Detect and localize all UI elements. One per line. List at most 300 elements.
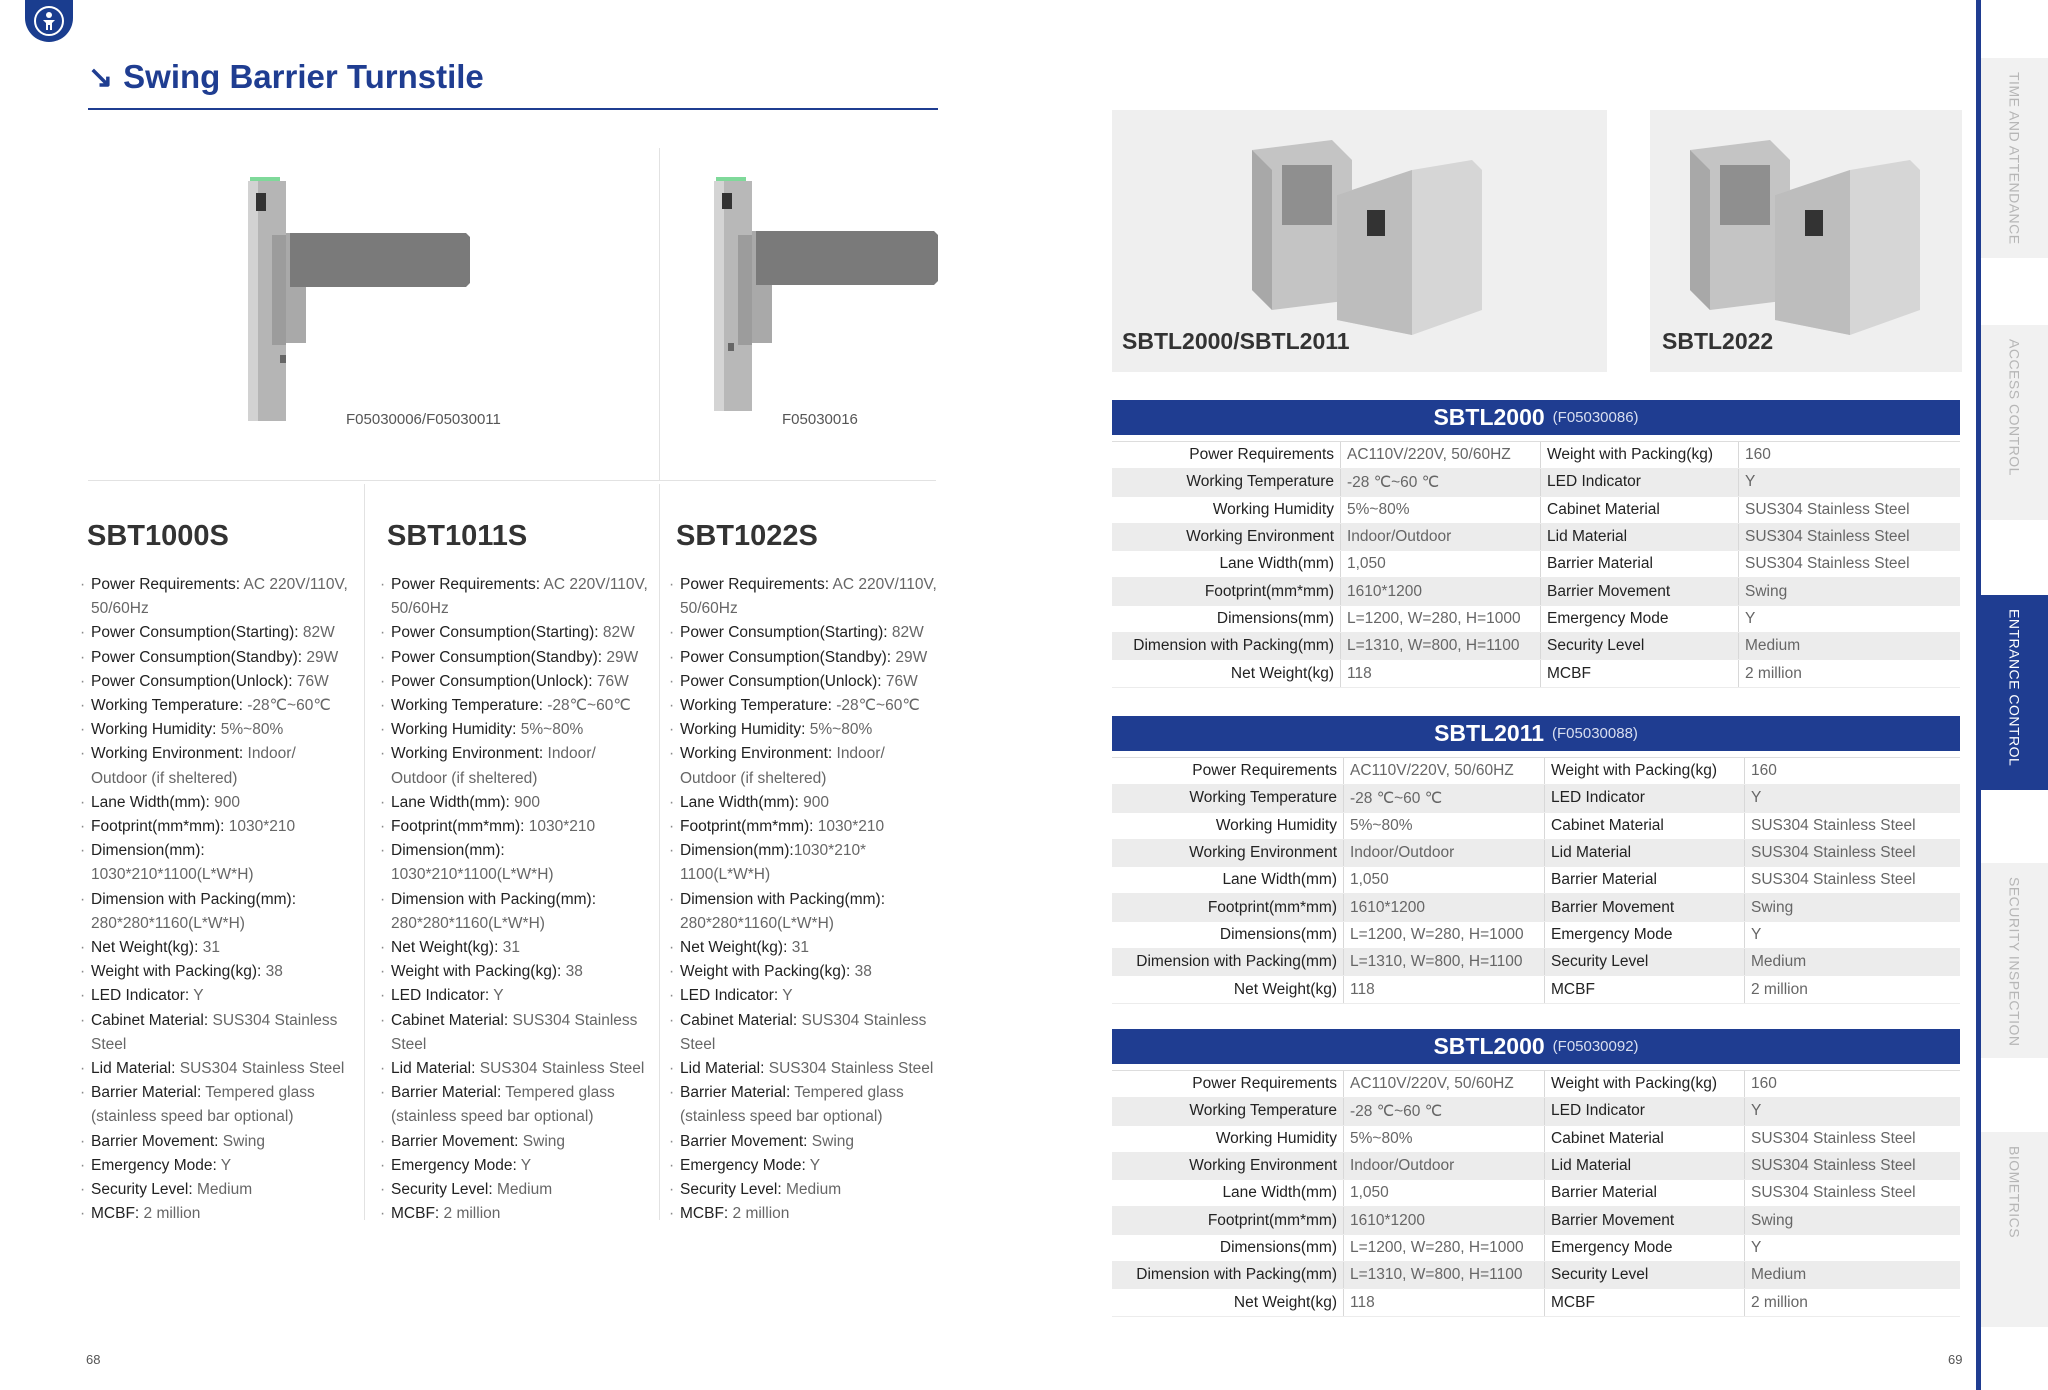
- spec-item: [669, 1178, 941, 1202]
- spec-key: Power Requirements:: [91, 576, 241, 593]
- table-key-cell: Working Temperature: [1112, 1098, 1344, 1124]
- spec-key: Lid Material:: [91, 1060, 176, 1078]
- table-row: [1112, 1262, 1960, 1289]
- table-value-cell: Y: [1751, 1238, 1762, 1256]
- table-value-cell: Medium: [1751, 953, 1807, 971]
- spec-value: 29W: [602, 648, 639, 666]
- table-row: [1112, 1126, 1960, 1153]
- table-value-cell: L=1200, W=280, H=1000: [1344, 1235, 1545, 1261]
- spec-key: Net Weight(kg):: [391, 939, 499, 957]
- table-value-cell: L=1310, W=800, H=1100: [1344, 1262, 1545, 1288]
- spec-item: [80, 791, 352, 815]
- spec-value: SUS304 Stainless Steel: [475, 1060, 645, 1078]
- spec-key: Power Requirements:: [680, 576, 830, 593]
- spec-key: Weight with Packing(kg):: [91, 963, 262, 981]
- spec-value: 76W: [881, 672, 918, 690]
- spec-value: Swing: [518, 1132, 566, 1150]
- spec-item: [380, 1178, 652, 1202]
- spec-item: [80, 960, 352, 984]
- spec-item: [380, 694, 652, 718]
- page-number-right: 69: [1948, 1352, 1963, 1367]
- spec-item: [669, 718, 941, 742]
- spec-key: Barrier Material:: [391, 1084, 502, 1102]
- table-value-cell: Indoor/Outdoor: [1341, 524, 1541, 550]
- table-key-cell: LED Indicator: [1545, 785, 1745, 811]
- table-row: [1112, 606, 1960, 633]
- spec-value: 280*280*1160(L*W*H): [391, 914, 545, 932]
- table-value-cell: SUS304 Stainless Steel: [1745, 500, 1910, 518]
- side-tab-time-attendance[interactable]: [1981, 58, 2048, 258]
- table-key-cell: Working Temperature: [1112, 785, 1344, 811]
- spec-item: [80, 1009, 352, 1057]
- spec-item: [669, 646, 941, 670]
- table-value-cell: L=1310, W=800, H=1100: [1341, 633, 1541, 659]
- table-model: SBTL2000: [1433, 1033, 1545, 1059]
- spec-value: 76W: [292, 672, 329, 690]
- spec-key: Footprint(mm*mm):: [391, 818, 525, 836]
- spec-value: SUS304 Stainless Steel: [764, 1060, 934, 1078]
- spec-key: Dimension(mm):: [680, 842, 794, 860]
- table-value-cell: Indoor/Outdoor: [1344, 1153, 1545, 1179]
- spec-value: Y: [778, 987, 793, 1005]
- spec-item: [669, 984, 941, 1008]
- table-value-cell: Indoor/Outdoor: [1344, 840, 1545, 866]
- table-key-cell: Barrier Material: [1545, 867, 1745, 893]
- table-row: [1112, 442, 1960, 469]
- spec-key: Power Consumption(Unlock):: [91, 672, 293, 690]
- spec-item: [669, 791, 941, 815]
- table-row: [1112, 813, 1960, 840]
- spec-item: [80, 936, 352, 960]
- spec-item: [80, 1154, 352, 1178]
- brand-logo-badge: [25, 0, 73, 42]
- table-row: [1112, 894, 1960, 921]
- spec-value: 1030*210: [813, 818, 885, 836]
- table-value-cell: SUS304 Stainless Steel: [1751, 816, 1916, 834]
- spec-key: Dimension with Packing(mm):: [680, 890, 885, 908]
- spec-key: Lid Material:: [391, 1060, 476, 1078]
- table-key-cell: Footprint(mm*mm): [1112, 894, 1344, 920]
- table-value-cell: AC110V/220V, 50/60HZ: [1344, 1071, 1545, 1097]
- table-key-cell: Barrier Material: [1545, 1180, 1745, 1206]
- spec-item: [380, 888, 652, 936]
- person-icon: [34, 6, 64, 36]
- spec-item: [380, 984, 652, 1008]
- spec-key: Working Environment:: [91, 745, 244, 763]
- page-title-text: Swing Barrier Turnstile: [123, 58, 484, 95]
- table-value-cell: 1,050: [1344, 1180, 1545, 1206]
- spec-value: 76W: [592, 672, 629, 690]
- table-value-cell: 1610*1200: [1341, 578, 1541, 604]
- spec-key: Power Consumption(Standby):: [680, 648, 892, 666]
- table-row: [1112, 524, 1960, 551]
- spec-item: [380, 1081, 652, 1129]
- spec-value: Swing: [807, 1132, 855, 1150]
- page-title: [88, 58, 484, 96]
- spec-value: Medium: [781, 1181, 842, 1199]
- table-value-cell: 1,050: [1341, 551, 1541, 577]
- spec-value: SUS304 Stainless Steel: [175, 1060, 345, 1078]
- table-key-cell: Lane Width(mm): [1112, 1180, 1344, 1206]
- spec-key: Power Consumption(Starting):: [680, 624, 888, 642]
- table-body: [1112, 1070, 1960, 1317]
- table-header: [1112, 716, 1960, 751]
- table-key-cell: Cabinet Material: [1545, 813, 1745, 839]
- product-code-2: F05030016: [782, 411, 858, 428]
- spec-value: 38: [261, 963, 283, 981]
- table-row: [1112, 976, 1960, 1003]
- table-key-cell: Working Temperature: [1112, 469, 1341, 495]
- spec-item: [80, 573, 352, 621]
- spec-item: [380, 839, 652, 887]
- spec-item: [80, 815, 352, 839]
- model-name-sbt1011s: SBT1011S: [387, 520, 528, 552]
- spec-item: [380, 791, 652, 815]
- table-key-cell: Dimension with Packing(mm): [1112, 949, 1344, 975]
- table-code: (F05030086): [1552, 409, 1639, 426]
- table-body: [1112, 441, 1960, 688]
- page-number-left: 68: [86, 1352, 101, 1367]
- spec-value: 82W: [298, 624, 335, 642]
- spec-item: [380, 1202, 652, 1226]
- table-key-cell: Lid Material: [1545, 840, 1745, 866]
- table-header: [1112, 400, 1960, 435]
- spec-item: [380, 1130, 652, 1154]
- side-tab-label: ACCESS CONTROL: [2006, 339, 2023, 476]
- table-value-cell: SUS304 Stainless Steel: [1751, 871, 1916, 889]
- spec-item: [80, 1130, 352, 1154]
- table-row: [1112, 469, 1960, 496]
- table-value-cell: Y: [1745, 473, 1756, 491]
- spec-item: [669, 960, 941, 984]
- product-image-sbt1000s: [240, 175, 470, 425]
- spec-key: Working Environment:: [680, 745, 833, 763]
- table-value-cell: Y: [1745, 609, 1756, 627]
- spec-key: Power Consumption(Unlock):: [680, 672, 882, 690]
- spec-key: Net Weight(kg):: [680, 939, 788, 957]
- side-tab-security-inspection[interactable]: [1981, 863, 2048, 1058]
- spec-item: [80, 1057, 352, 1081]
- spec-item: [669, 888, 941, 936]
- side-tab-label: TIME AND ATTENDANCE: [2006, 72, 2023, 245]
- spec-value: Tempered glass (stainless speed bar optional): [391, 1084, 615, 1126]
- spec-item: [80, 670, 352, 694]
- table-model: SBTL2011: [1434, 720, 1545, 746]
- spec-value: 2 million: [139, 1205, 201, 1223]
- product-image-sbt1022s: [706, 175, 938, 425]
- title-underline: [88, 108, 938, 110]
- spec-key: Weight with Packing(kg):: [680, 963, 851, 981]
- photo-label-1: SBTL2000/SBTL2011: [1122, 328, 1350, 354]
- table-value-cell: -28 ℃~60 ℃: [1341, 469, 1541, 495]
- spec-item: [669, 670, 941, 694]
- table-value-cell: 118: [1344, 1289, 1545, 1315]
- spec-key: Power Consumption(Starting):: [391, 624, 599, 642]
- spec-value: Indoor/ Outdoor (if sheltered): [391, 745, 596, 787]
- spec-key: Working Environment:: [391, 745, 544, 763]
- table-value-cell: Y: [1751, 1102, 1762, 1120]
- spec-value: 82W: [887, 624, 924, 642]
- table-row: [1112, 1180, 1960, 1207]
- table-key-cell: MCBF: [1545, 1289, 1745, 1315]
- spec-value: 280*280*1160(L*W*H): [91, 914, 245, 932]
- table-key-cell: Working Humidity: [1112, 497, 1341, 523]
- table-key-cell: Barrier Movement: [1541, 578, 1739, 604]
- spec-key: Barrier Material:: [680, 1084, 791, 1102]
- table-row: [1112, 1289, 1960, 1316]
- table-value-cell: 1,050: [1344, 867, 1545, 893]
- spec-item: [380, 815, 652, 839]
- spec-key: LED Indicator:: [680, 987, 779, 1005]
- spec-item: [669, 621, 941, 645]
- spec-item: [80, 742, 352, 790]
- spec-key: Working Humidity:: [680, 721, 806, 739]
- spec-value: 5%~80%: [805, 721, 873, 739]
- table-value-cell: SUS304 Stainless Steel: [1751, 1184, 1916, 1202]
- spec-item: [669, 1154, 941, 1178]
- spec-table-2: [1112, 716, 1960, 1004]
- table-row: [1112, 1235, 1960, 1262]
- spec-item: [380, 621, 652, 645]
- table-key-cell: Lid Material: [1541, 524, 1739, 550]
- spec-key: Emergency Mode:: [391, 1156, 517, 1174]
- spec-key: MCBF:: [680, 1205, 729, 1223]
- table-key-cell: Weight with Packing(kg): [1545, 1071, 1745, 1097]
- table-value-cell: Medium: [1745, 637, 1801, 655]
- spec-key: Power Requirements:: [391, 576, 541, 593]
- table-key-cell: Barrier Movement: [1545, 894, 1745, 920]
- spec-value: 900: [209, 793, 241, 811]
- spec-key: MCBF:: [391, 1205, 440, 1223]
- spec-key: LED Indicator:: [391, 987, 490, 1005]
- table-key-cell: Weight with Packing(kg): [1545, 758, 1745, 784]
- spec-key: Power Consumption(Unlock):: [391, 672, 593, 690]
- spec-value: 900: [509, 793, 541, 811]
- spec-key: Power Consumption(Standby):: [391, 648, 603, 666]
- table-key-cell: Security Level: [1541, 633, 1739, 659]
- table-value-cell: 2 million: [1751, 1293, 1808, 1311]
- spec-value: Y: [216, 1156, 232, 1174]
- spec-key: Emergency Mode:: [680, 1156, 806, 1174]
- table-value-cell: 5%~80%: [1344, 1126, 1545, 1152]
- spec-key: Working Temperature:: [91, 697, 243, 715]
- spec-item: [80, 1202, 352, 1226]
- spec-value: 5%~80%: [216, 721, 284, 739]
- table-key-cell: Working Environment: [1112, 840, 1344, 866]
- spec-item: [669, 936, 941, 960]
- table-value-cell: SUS304 Stainless Steel: [1745, 528, 1910, 546]
- table-row: [1112, 1098, 1960, 1125]
- spec-value: Tempered glass (stainless speed bar optional): [91, 1084, 315, 1126]
- spec-value: 82W: [598, 624, 635, 642]
- table-value-cell: 5%~80%: [1344, 813, 1545, 839]
- spec-key: Dimension with Packing(mm):: [91, 890, 296, 908]
- spec-value: SUS304 Stainless Steel: [391, 1011, 638, 1053]
- table-value-cell: L=1200, W=280, H=1000: [1344, 922, 1545, 948]
- table-value-cell: SUS304 Stainless Steel: [1745, 555, 1910, 573]
- table-value-cell: L=1200, W=280, H=1000: [1341, 606, 1541, 632]
- spec-item: [80, 1081, 352, 1129]
- arrow-down-right-icon: ↘: [88, 60, 114, 94]
- table-key-cell: Cabinet Material: [1545, 1126, 1745, 1152]
- table-key-cell: LED Indicator: [1545, 1098, 1745, 1124]
- spec-value: Swing: [218, 1132, 266, 1150]
- spec-item: [80, 888, 352, 936]
- table-value-cell: 2 million: [1751, 980, 1808, 998]
- table-value-cell: Y: [1751, 925, 1762, 943]
- side-tab-label: SECURITY INSPECTION: [2006, 877, 2023, 1047]
- table-row: [1112, 785, 1960, 812]
- table-key-cell: Dimensions(mm): [1112, 606, 1341, 632]
- spec-item: [669, 839, 941, 887]
- table-key-cell: Working Humidity: [1112, 1126, 1344, 1152]
- table-value-cell: SUS304 Stainless Steel: [1751, 1157, 1916, 1175]
- spec-key: Emergency Mode:: [91, 1156, 217, 1174]
- spec-value: 29W: [891, 648, 928, 666]
- spec-item: [80, 621, 352, 645]
- table-key-cell: Power Requirements: [1112, 442, 1341, 468]
- spec-value: Indoor/ Outdoor (if sheltered): [91, 745, 296, 787]
- table-key-cell: Dimensions(mm): [1112, 1235, 1344, 1261]
- photo-label-2: SBTL2022: [1662, 328, 1774, 354]
- table-body: [1112, 757, 1960, 1004]
- table-key-cell: Power Requirements: [1112, 758, 1344, 784]
- spec-value: 31: [198, 939, 220, 957]
- table-key-cell: Cabinet Material: [1541, 497, 1739, 523]
- spec-item: [80, 718, 352, 742]
- spec-item: [380, 1154, 652, 1178]
- spec-key: Barrier Material:: [91, 1084, 202, 1102]
- spec-value: 280*280*1160(L*W*H): [680, 914, 834, 932]
- table-key-cell: LED Indicator: [1541, 469, 1739, 495]
- table-row: [1112, 949, 1960, 976]
- table-value-cell: 1610*1200: [1344, 894, 1545, 920]
- spec-key: Dimension(mm):: [91, 842, 205, 860]
- table-key-cell: Emergency Mode: [1541, 606, 1739, 632]
- table-value-cell: SUS304 Stainless Steel: [1751, 844, 1916, 862]
- spec-value: 1030*210* 1100(L*W*H): [680, 842, 867, 884]
- spec-item: [380, 742, 652, 790]
- side-tab-label: ENTRANCE CONTROL: [2006, 609, 2023, 767]
- table-key-cell: Lane Width(mm): [1112, 867, 1344, 893]
- table-key-cell: Dimensions(mm): [1112, 922, 1344, 948]
- table-value-cell: -28 ℃~60 ℃: [1344, 785, 1545, 811]
- spec-value: SUS304 Stainless Steel: [91, 1011, 338, 1053]
- table-value-cell: 160: [1745, 446, 1771, 464]
- table-key-cell: Working Environment: [1112, 524, 1341, 550]
- spec-value: 1030*210: [524, 818, 596, 836]
- table-key-cell: Security Level: [1545, 949, 1745, 975]
- spec-value: AC 220V/110V, 50/60Hz: [91, 576, 348, 618]
- spec-item: [80, 694, 352, 718]
- spec-value: 38: [561, 963, 583, 981]
- spec-item: [669, 1057, 941, 1081]
- spec-key: Working Humidity:: [391, 721, 517, 739]
- spec-item: [669, 1009, 941, 1057]
- spec-value: Medium: [192, 1181, 253, 1199]
- spec-value: -28℃~60℃: [242, 697, 331, 715]
- table-row: [1112, 922, 1960, 949]
- spec-table-1: [1112, 400, 1960, 688]
- spec-value: 1030*210*1100(L*W*H): [391, 866, 554, 884]
- spec-key: Net Weight(kg):: [91, 939, 199, 957]
- spec-key: Footprint(mm*mm):: [91, 818, 225, 836]
- spec-key: Working Humidity:: [91, 721, 217, 739]
- spec-value: Medium: [492, 1181, 553, 1199]
- spec-key: Security Level:: [91, 1181, 193, 1199]
- spec-item: [380, 646, 652, 670]
- spec-value: SUS304 Stainless Steel: [680, 1011, 927, 1053]
- model-name-sbt1000s: SBT1000S: [87, 520, 229, 552]
- table-row: [1112, 1153, 1960, 1180]
- spec-key: Security Level:: [391, 1181, 493, 1199]
- spec-value: Indoor/ Outdoor (if sheltered): [680, 745, 885, 787]
- spec-item: [80, 1178, 352, 1202]
- spec-key: Barrier Movement:: [391, 1132, 519, 1150]
- table-key-cell: Lane Width(mm): [1112, 551, 1341, 577]
- side-tab-access-control[interactable]: [1981, 325, 2048, 520]
- spec-value: Y: [189, 987, 204, 1005]
- table-row: [1112, 660, 1960, 687]
- spec-item: [380, 1009, 652, 1057]
- side-tab-entrance-control[interactable]: [1981, 595, 2048, 790]
- spec-item: [380, 1057, 652, 1081]
- spec-item: [380, 573, 652, 621]
- spec-key: Weight with Packing(kg):: [391, 963, 562, 981]
- spec-key: Working Temperature:: [391, 697, 543, 715]
- table-row: [1112, 1071, 1960, 1098]
- spec-key: Dimension(mm):: [391, 842, 505, 860]
- photo-sbtl2022: [1650, 110, 1962, 372]
- spec-item: [669, 742, 941, 790]
- spec-key: LED Indicator:: [91, 987, 190, 1005]
- table-value-cell: AC110V/220V, 50/60HZ: [1344, 758, 1545, 784]
- table-value-cell: 118: [1344, 976, 1545, 1002]
- spec-value: 1030*210*1100(L*W*H): [91, 866, 254, 884]
- spec-item: [380, 936, 652, 960]
- table-key-cell: Barrier Material: [1541, 551, 1739, 577]
- spec-key: MCBF:: [91, 1205, 140, 1223]
- spec-item: [669, 815, 941, 839]
- spec-key: Security Level:: [680, 1181, 782, 1199]
- spec-key: Power Consumption(Starting):: [91, 624, 299, 642]
- table-key-cell: Weight with Packing(kg): [1541, 442, 1739, 468]
- table-key-cell: Emergency Mode: [1545, 1235, 1745, 1261]
- table-key-cell: Dimension with Packing(mm): [1112, 1262, 1344, 1288]
- spec-value: AC 220V/110V, 50/60Hz: [680, 576, 937, 618]
- table-value-cell: Swing: [1745, 582, 1788, 600]
- spec-key: Power Consumption(Standby):: [91, 648, 303, 666]
- table-value-cell: 118: [1341, 660, 1541, 686]
- spec-item: [380, 960, 652, 984]
- table-key-cell: Net Weight(kg): [1112, 1289, 1344, 1315]
- table-row: [1112, 1207, 1960, 1234]
- table-row: [1112, 551, 1960, 578]
- spec-value: 1030*210: [224, 818, 296, 836]
- spec-item: [669, 1130, 941, 1154]
- table-value-cell: Swing: [1751, 898, 1794, 916]
- spec-value: Y: [516, 1156, 532, 1174]
- image-column-divider: [659, 148, 660, 480]
- table-value-cell: 160: [1751, 762, 1777, 780]
- table-row: [1112, 758, 1960, 785]
- side-tab-biometrics[interactable]: [1981, 1132, 2048, 1327]
- spec-value: 2 million: [439, 1205, 501, 1223]
- spec-column-divider-2: [659, 484, 660, 1220]
- table-key-cell: MCBF: [1545, 976, 1745, 1002]
- spec-key: Footprint(mm*mm):: [680, 818, 814, 836]
- table-header: [1112, 1029, 1960, 1064]
